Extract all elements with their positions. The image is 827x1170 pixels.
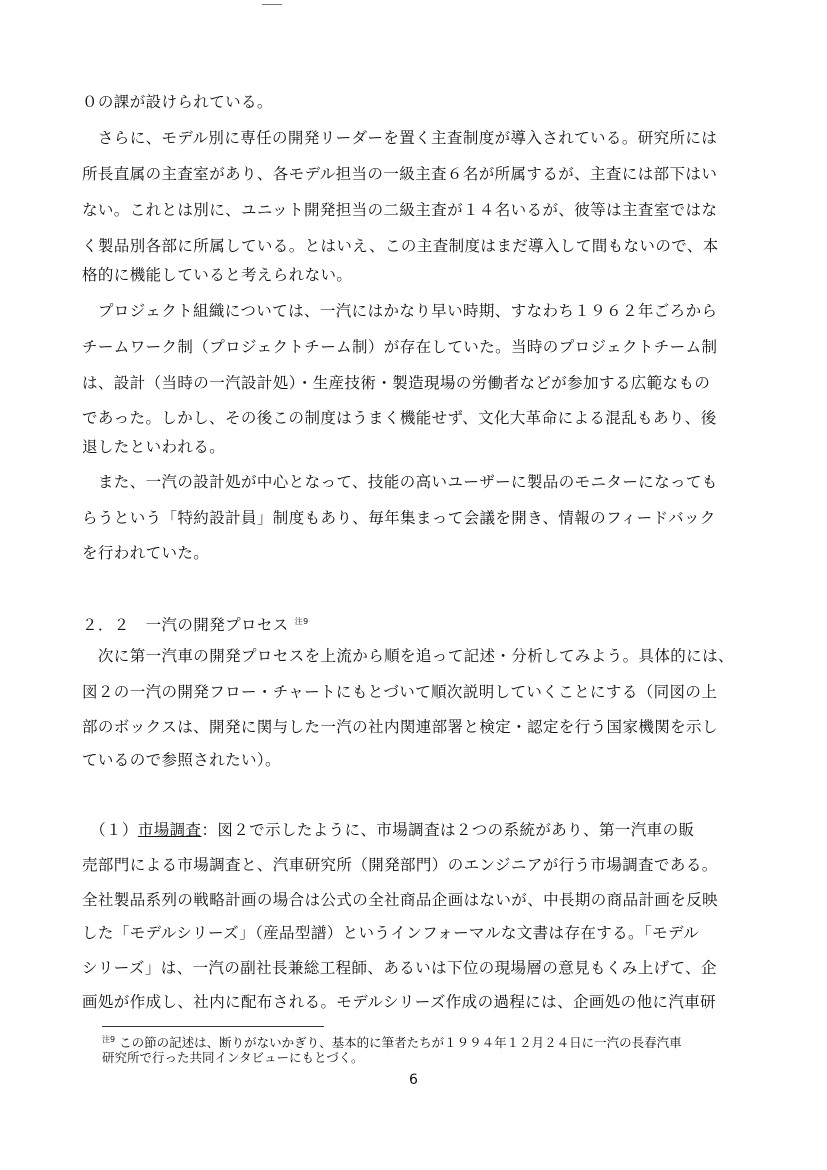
body-line: らうという「特約設計員」制度もあり、毎年集まって会議を開き、情報のフィードバック xyxy=(82,509,716,527)
body-line: また、一汽の設計処が中心となって、技能の高いユーザーに製品のモニターになっても xyxy=(82,473,718,491)
body-line: ない。これとは別に、ユニット開発担当の二級主査が１４名いるが、彼等は主査室ではな xyxy=(82,201,718,219)
body-line: は、設計（当時の一汽設計処）・生産技術・製造現場の労働者などが参加する広範なもの xyxy=(82,374,711,392)
section-line: 図２の一汽の開発フロー・チャートにもとづいて順次説明していくことにする（同図の上 xyxy=(82,683,718,701)
section-line: 部のボックスは、開発に関与した一汽の社内関連部署と検定・認定を行う国家機関を示し xyxy=(82,718,718,736)
item-line: 全社製品系列の戦略計画の場合は公式の全社商品企画はないが、中長期の商品計画を反映 xyxy=(82,891,719,909)
body-line: さらに、モデル別に専任の開発リーダーを置く主査制度が導入されている。研究所には xyxy=(82,129,718,147)
scan-mark xyxy=(262,4,282,5)
body-line: ０の課が設けられている。 xyxy=(82,93,273,111)
item-line: した「モデルシリーズ」（産品型譜）というインフォーマルな文書は存在する。「モデル xyxy=(82,924,700,942)
footnote-line xyxy=(102,1032,792,1051)
footnote-line: 研究所で行った共同インタビューにもとづく。 xyxy=(102,1050,364,1065)
item-first-text: ：図２で示したように、市場調査は２つの系統があり、第一汽車の販 xyxy=(201,821,695,839)
body-line: を行われていた。 xyxy=(82,544,210,562)
item-line: 売部門による市場調査と、汽車研究所（開発部門）のエンジニアが行う市場調査である。 xyxy=(82,856,718,874)
item-prefix: （１） xyxy=(82,821,138,839)
section-heading xyxy=(82,612,782,635)
body-line: チームワーク制（プロジェクトチーム制）が存在していた。当時のプロジェクトチーム制 xyxy=(82,338,718,356)
item-line: シリーズ」は、一汽の副社長兼総工程師、あるいは下位の現場層の意見もくみ上げて、企 xyxy=(82,959,717,977)
section-line: ているので参照されたい）。 xyxy=(82,751,281,769)
body-line: であった。しかし、その後この制度はうまく機能せず、文化大革命による混乱もあり、後 xyxy=(82,409,717,427)
footnote-text: この節の記述は、断りがないかぎり、基本的に筆者たちが１９９４年１２月２４日に一汽の長春汽車 xyxy=(119,1035,682,1051)
page-number: 6 xyxy=(409,1072,418,1088)
body-line: 格的に機能していると考えられない。 xyxy=(82,266,353,284)
body-line: く製品別各部に所属している。とはいえ、この主査制度はまだ導入して間もないので、本 xyxy=(82,237,719,255)
item-line: 画処が作成し、社内に配布される。モデルシリーズ作成の過程には、企画処の他に汽車研 xyxy=(82,993,717,1011)
section-heading-text: ２．２ 一汽の開発プロセス xyxy=(82,616,289,635)
item-first-line xyxy=(82,820,782,840)
body-line: プロジェクト組織については、一汽にはかなり早い時期、すなわち１９６２年ごろから xyxy=(82,302,718,320)
footnote-mark: 注9 xyxy=(102,1035,116,1044)
body-line: 退したといわれる。 xyxy=(82,438,226,456)
section-line: 次に第一汽車の開発プロセスを上流から順を追って記述・分析してみよう。具体的には、 xyxy=(82,647,734,665)
item-label: 市場調査 xyxy=(137,821,202,839)
footnote-ref: 注9 xyxy=(294,617,309,626)
body-line: 所長直属の主査室があり、各モデル担当の一級主査６名が所属するが、主査には部下はい xyxy=(82,165,718,183)
footnote-rule xyxy=(102,1026,324,1027)
